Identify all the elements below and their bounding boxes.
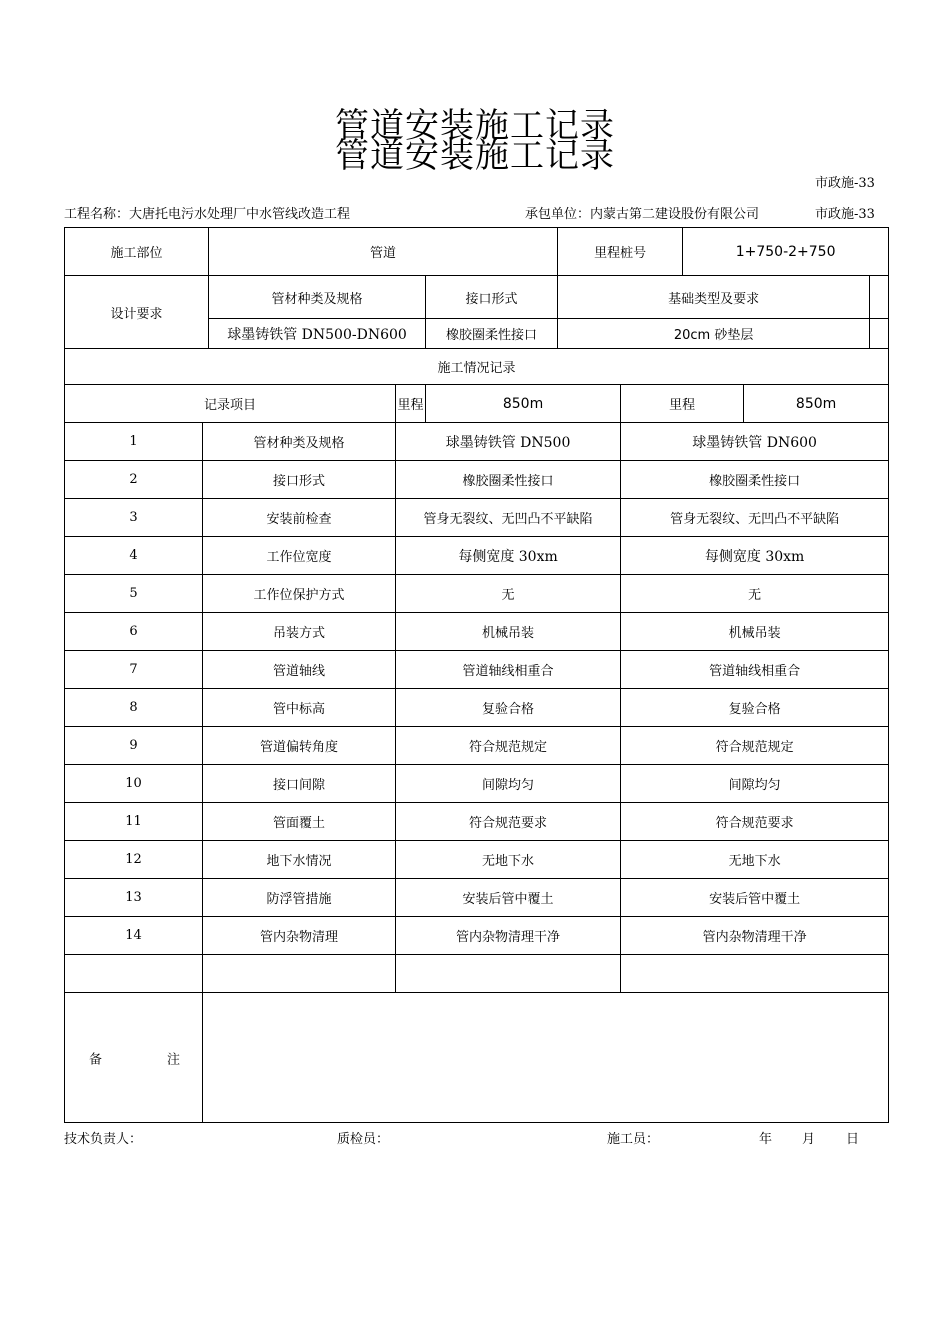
row-item: 地下水情况 (203, 841, 396, 879)
row-value-2 (621, 955, 889, 993)
row-number: 5 (65, 575, 203, 613)
blank-cell (870, 276, 889, 319)
table-row (65, 537, 889, 575)
row-item (203, 955, 396, 993)
remarks-char-1: 备 (89, 1052, 103, 1067)
row-number (65, 955, 203, 993)
mileage-label-1: 里程 (396, 385, 426, 423)
part-label: 施工部位 (65, 228, 209, 276)
table-row (65, 803, 889, 841)
form-code: 市政施-33 (815, 207, 875, 222)
table-row (65, 423, 889, 461)
tech-lead-label: 技术负责人： (64, 1132, 143, 1147)
table-row (65, 955, 889, 993)
row-item: 管中标高 (203, 689, 396, 727)
row-value-2: 橡胶圈柔性接口 (621, 461, 889, 499)
row-value-2: 间隙均匀 (621, 765, 889, 803)
table-row (65, 879, 889, 917)
row-item: 管内杂物清理 (203, 917, 396, 955)
table-row (65, 765, 889, 803)
remarks-char-2: 注 (166, 1052, 180, 1067)
row-value-1: 管道轴线相重合 (396, 651, 621, 689)
remarks-content (203, 993, 889, 1123)
joint-value: 橡胶圈柔性接口 (426, 319, 558, 349)
mileage-label-2: 里程 (621, 385, 744, 423)
row-item: 工作位宽度 (203, 537, 396, 575)
project-name: 大唐托电污水处理厂中水管线改造工程 (129, 207, 351, 222)
table-row (65, 613, 889, 651)
row-item: 吊装方式 (203, 613, 396, 651)
table-row (65, 727, 889, 765)
foundation-value: 20cm 砂垫层 (558, 319, 870, 349)
row-item: 接口间隙 (203, 765, 396, 803)
form-code-top: 市政施-33 (815, 176, 875, 191)
row-number: 9 (65, 727, 203, 765)
station-label: 里程桩号 (558, 228, 683, 276)
row-item: 管面覆土 (203, 803, 396, 841)
month-label: 月 (802, 1132, 816, 1147)
row-number: 2 (65, 461, 203, 499)
row-item: 管道偏转角度 (203, 727, 396, 765)
document-title-duplicate: 管道安装施工记录 (335, 136, 615, 176)
row-item: 防浮管措施 (203, 879, 396, 917)
row-value-2: 无 (621, 575, 889, 613)
row-value-2: 无地下水 (621, 841, 889, 879)
row-value-1: 无 (396, 575, 621, 613)
row-number: 1 (65, 423, 203, 461)
constructor-label: 施工员： (607, 1132, 660, 1147)
table-row (65, 651, 889, 689)
row-value-2: 球墨铸铁管 DN600 (621, 423, 889, 461)
design-label: 设计要求 (65, 276, 209, 349)
row-item: 安装前检查 (203, 499, 396, 537)
row-number: 10 (65, 765, 203, 803)
row-number: 12 (65, 841, 203, 879)
row-value-2: 符合规范规定 (621, 727, 889, 765)
record-item-label: 记录项目 (65, 385, 396, 423)
row-value-1: 符合规范规定 (396, 727, 621, 765)
record-rows (65, 423, 889, 993)
row-item: 工作位保护方式 (203, 575, 396, 613)
pipe-spec-label: 管材种类及规格 (209, 276, 426, 319)
row-value-1: 管身无裂纹、无凹凸不平缺陷 (396, 499, 621, 537)
row-value-1: 无地下水 (396, 841, 621, 879)
row-value-2: 管道轴线相重合 (621, 651, 889, 689)
project-label: 工程名称： (64, 207, 130, 222)
row-item: 管材种类及规格 (203, 423, 396, 461)
document-title: 管道安装施工记录 (335, 106, 615, 146)
row-item: 接口形式 (203, 461, 396, 499)
row-number: 3 (65, 499, 203, 537)
inspector-label: 质检员： (337, 1132, 390, 1147)
row-value-1: 管内杂物清理干净 (396, 917, 621, 955)
mileage-value-1: 850m (426, 385, 621, 423)
row-number: 7 (65, 651, 203, 689)
row-value-2: 管身无裂纹、无凹凸不平缺陷 (621, 499, 889, 537)
row-value-2: 符合规范要求 (621, 803, 889, 841)
row-value-1: 每侧宽度 30xm (396, 537, 621, 575)
part-value: 管道 (209, 228, 558, 276)
table-row (65, 461, 889, 499)
row-number: 13 (65, 879, 203, 917)
day-label: 日 (846, 1132, 860, 1147)
table-row (65, 575, 889, 613)
row-number: 6 (65, 613, 203, 651)
row-number: 8 (65, 689, 203, 727)
row-value-1 (396, 955, 621, 993)
row-value-2: 复验合格 (621, 689, 889, 727)
row-number: 4 (65, 537, 203, 575)
foundation-label: 基础类型及要求 (558, 276, 870, 319)
row-value-2: 每侧宽度 30xm (621, 537, 889, 575)
pipe-spec-value: 球墨铸铁管 DN500-DN600 (209, 319, 426, 349)
project-name-line (64, 203, 350, 222)
year-label: 年 (759, 1132, 773, 1147)
remarks-label (65, 993, 203, 1123)
record-section-title: 施工情况记录 (65, 349, 889, 385)
mileage-value-2: 850m (744, 385, 889, 423)
joint-label: 接口形式 (426, 276, 558, 319)
row-value-1: 复验合格 (396, 689, 621, 727)
row-value-2: 机械吊装 (621, 613, 889, 651)
blank-cell (870, 319, 889, 349)
station-value: 1+750-2+750 (683, 228, 889, 276)
contractor-name: 内蒙古第二建设股份有限公司 (590, 207, 760, 222)
row-value-1: 符合规范要求 (396, 803, 621, 841)
record-table (64, 227, 889, 1123)
row-value-2: 安装后管中覆土 (621, 879, 889, 917)
row-value-2: 管内杂物清理干净 (621, 917, 889, 955)
contractor-line (525, 203, 759, 222)
table-row (65, 841, 889, 879)
table-row (65, 689, 889, 727)
table-row (65, 917, 889, 955)
row-value-1: 橡胶圈柔性接口 (396, 461, 621, 499)
contractor-label: 承包单位： (525, 207, 591, 222)
row-number: 14 (65, 917, 203, 955)
row-value-1: 安装后管中覆土 (396, 879, 621, 917)
row-value-1: 球墨铸铁管 DN500 (396, 423, 621, 461)
table-row (65, 499, 889, 537)
row-value-1: 机械吊装 (396, 613, 621, 651)
row-value-1: 间隙均匀 (396, 765, 621, 803)
row-item: 管道轴线 (203, 651, 396, 689)
row-number: 11 (65, 803, 203, 841)
